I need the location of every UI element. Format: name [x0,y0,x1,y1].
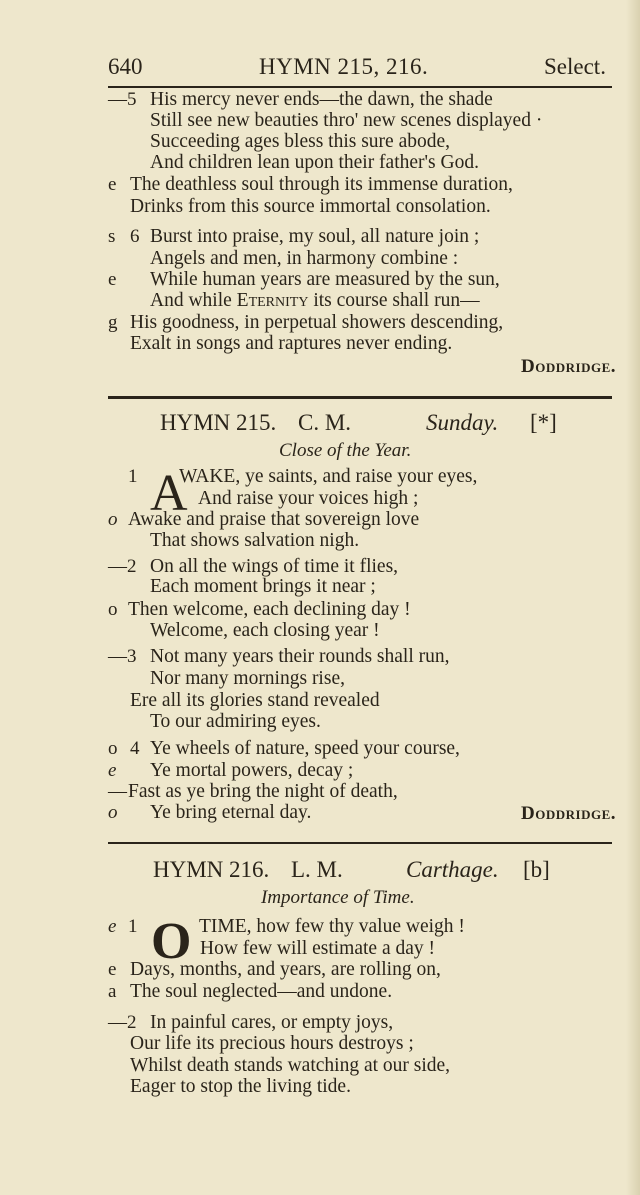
verse-line: Awake and praise that sovereign love [128,509,420,530]
verse-mark: a [108,981,117,1002]
verse-line: Our life its precious hours destroys ; [130,1033,414,1054]
hymn-number: HYMN 215. [160,410,277,435]
verse-line [150,291,480,311]
verse-number: 1 [128,466,138,487]
verse-line: Ye mortal powers, decay ; [150,760,354,781]
verse-mark: o [108,599,118,620]
verse-line: And raise your voices high ; [198,488,419,509]
page-number: 640 [108,54,143,79]
verse-line: While human years are measured by the sun, [150,269,500,290]
verse-line: TIME, how few thy value weigh ! [199,916,465,937]
hymn-meter: C. M. [298,410,352,435]
verse-line: Ere all its glories stand revealed [130,690,380,711]
verse-mark: o [108,509,118,530]
verse-mark: e [108,916,117,937]
hymn-subtitle: Close of the Year. [279,440,412,461]
section-rule [108,396,612,399]
verse-mark: g [108,312,118,333]
hymn-tune: Carthage. [406,857,499,882]
running-title: HYMN 215, 216. [259,54,429,79]
verse-mark: — [108,781,127,802]
verse-line: Exalt in songs and raptures never ending. [130,333,453,354]
verse-mark: o [108,802,118,823]
section-rule [108,842,612,844]
verse-line: Burst into praise, my soul, all nature join ; [150,226,480,247]
verse-mark: e [108,760,117,781]
verse-line: The soul neglected—and undone. [130,981,393,1002]
verse-number: 4 [130,738,140,759]
verse-mark: o [108,738,118,759]
verse-line: Drinks from this source immortal consolation. [130,196,491,217]
hymn-subtitle: Importance of Time. [261,887,415,908]
verse-line: Ye wheels of nature, speed your course, [150,738,460,759]
page-edge [626,0,640,1195]
verse-mark: e [108,174,117,195]
hymn-meter: L. M. [291,857,343,882]
verse-mark: —2 [108,1012,137,1033]
verse-line: Nor many mornings rise, [150,668,345,689]
drop-cap: A [150,465,188,522]
verse-line: Whilst death stands watching at our side, [130,1055,451,1076]
verse-line: Still see new beauties thro' new scenes displayed · [150,110,543,131]
verse-number: 1 [128,916,138,937]
verse-mark: e [108,959,117,980]
verse-line: His mercy never ends—the dawn, the shade [150,89,493,110]
hymn-flag: [*] [530,410,557,435]
hymn-flag: [b] [523,857,550,882]
header-rule [108,86,612,88]
hymn-number: HYMN 216. [153,857,270,882]
verse-line: Eager to stop the living tide. [130,1076,351,1097]
small-caps-word: Eternity [236,290,309,311]
verse-line: Angels and men, in harmony combine : [150,248,459,269]
verse-line: Welcome, each closing year ! [150,620,380,641]
verse-mark: —3 [108,646,137,667]
verse-number: 6 [130,226,140,247]
verse-line: Not many years their rounds shall run, [150,646,450,667]
verse-line: On all the wings of time it flies, [150,556,399,577]
verse-line: Then welcome, each declining day ! [128,599,411,620]
verse-line: Days, months, and years, are rolling on, [130,959,441,980]
hymn-tune: Sunday. [426,410,499,435]
verse-mark: —5 [108,89,137,110]
verse-line: That shows salvation nigh. [150,530,360,551]
verse-line: Fast as ye bring the night of death, [128,781,398,802]
verse-line: WAKE, ye saints, and raise your eyes, [179,466,478,487]
verse-line: His goodness, in perpetual showers descending, [130,312,504,333]
drop-cap: O [151,913,192,970]
verse-line: And children lean upon their father's God. [150,152,479,173]
section-label: Select. [544,54,606,79]
verse-line: To our admiring eyes. [150,711,321,732]
verse-mark: e [108,269,117,290]
verse-mark: s [108,226,116,247]
text: And while [150,290,237,311]
verse-line: The deathless soul through its immense duration, [130,174,513,195]
verse-line: How few will estimate a day ! [200,938,436,959]
verse-line: In painful cares, or empty joys, [150,1012,394,1033]
text: its course shall run— [308,290,480,311]
author: Doddridge. [521,356,616,377]
verse-line: Succeeding ages bless this sure abode, [150,131,451,152]
verse-line: Each moment brings it near ; [150,576,376,597]
verse-line: Ye bring eternal day. [150,802,312,823]
verse-mark: —2 [108,556,137,577]
author: Doddridge. [521,803,616,824]
